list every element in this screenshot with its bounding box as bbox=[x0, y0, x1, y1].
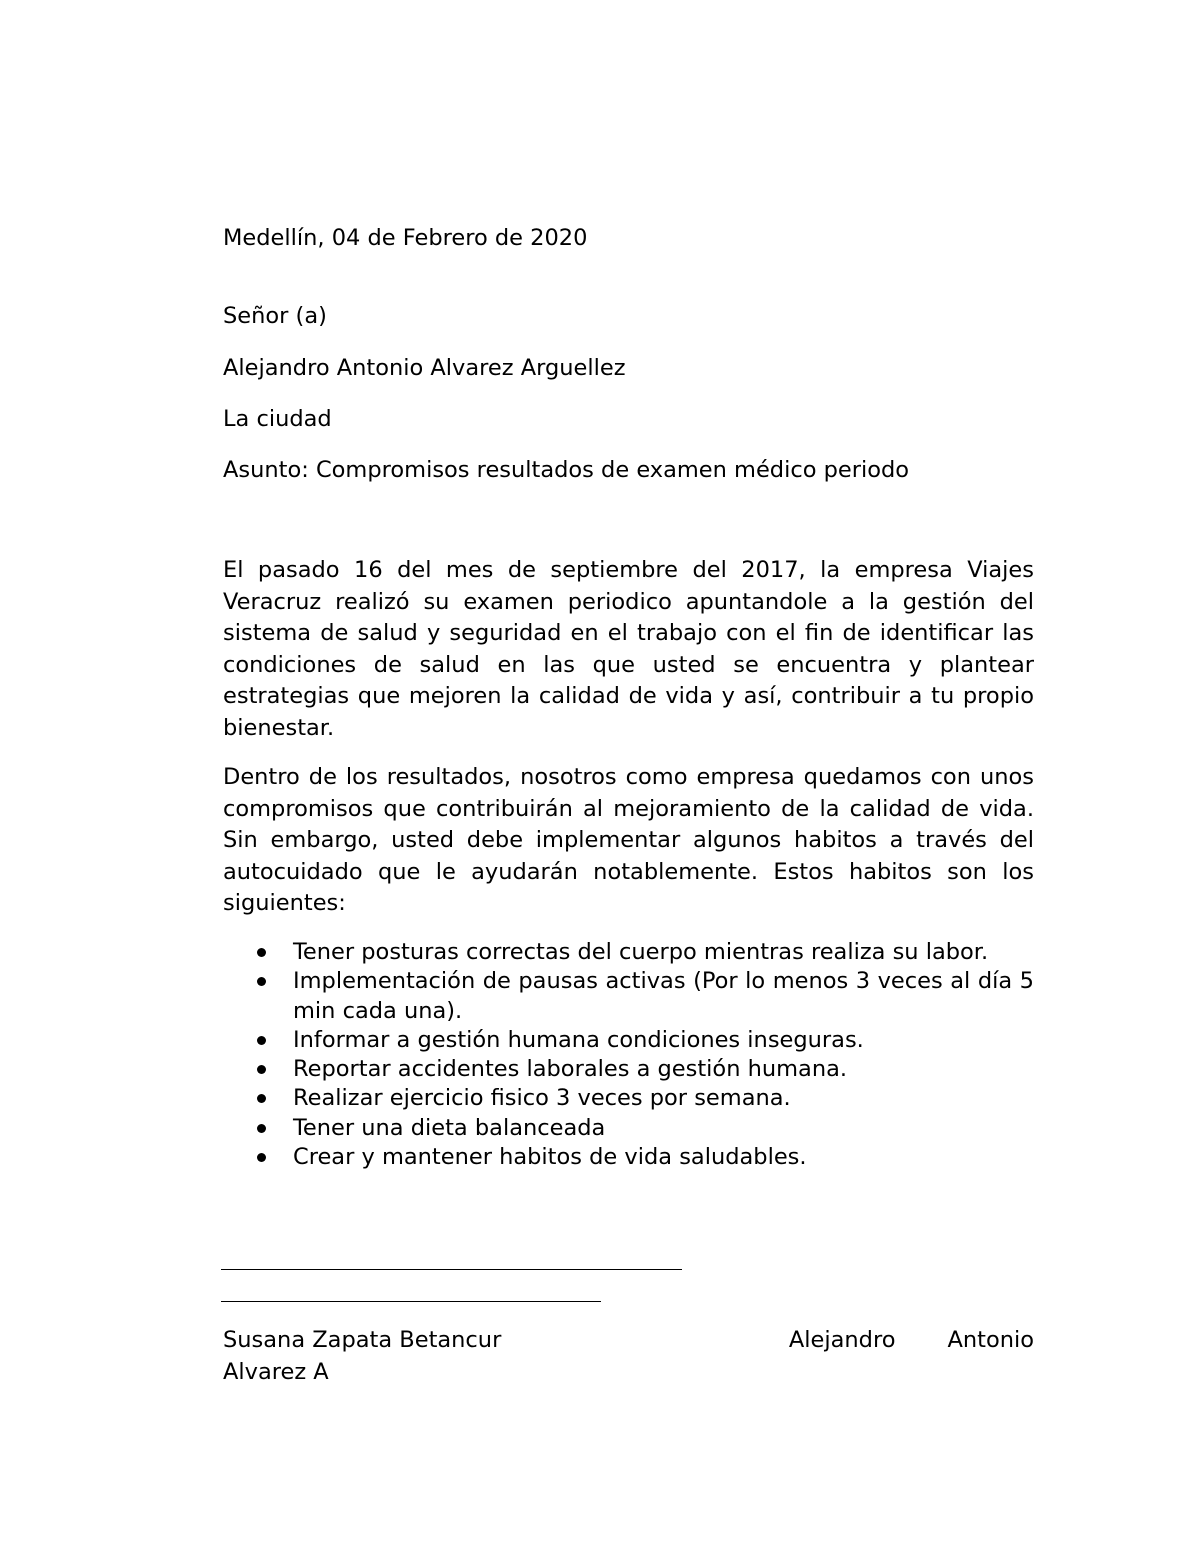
subject-line: Asunto: Compromisos resultados de examen médico periodo bbox=[223, 457, 910, 483]
recipient-name: Alejandro Antonio Alvarez Arguellez bbox=[223, 355, 626, 381]
signer-right-second: Antonio bbox=[947, 1327, 1034, 1353]
list-item bbox=[223, 967, 1034, 1026]
habits-list bbox=[223, 938, 1034, 1172]
paragraph-text: El pasado 16 del mes de septiembre del 2017, la empresa Viajes Veracruz realizó su examen periodico apuntandole a la gestión del sistema de salud y seguridad en el trabajo con el fin de identificar las condiciones de salud en las que usted se encuentra y plantear estrategias que mejoren la calidad de vida y así, contribuir a tu propio bienestar. bbox=[223, 557, 1034, 741]
bullet-icon bbox=[257, 948, 266, 957]
list-item bbox=[223, 1143, 1034, 1172]
list-item-text: Crear y mantener habitos de vida saludables. bbox=[293, 1144, 807, 1171]
list-item bbox=[223, 1084, 1034, 1113]
list-item bbox=[223, 1055, 1034, 1084]
salutation: Señor (a) bbox=[223, 303, 327, 329]
list-item-text: Reportar accidentes laborales a gestión humana. bbox=[293, 1056, 848, 1083]
bullet-icon bbox=[257, 1036, 266, 1045]
list-item-text: Tener posturas correctas del cuerpo mientras realiza su labor. bbox=[293, 939, 989, 965]
signer-right-name bbox=[789, 1325, 1034, 1357]
bullet-icon bbox=[257, 1094, 266, 1103]
list-item bbox=[223, 1114, 1034, 1143]
list-item-text: Informar a gestión humana condiciones inseguras. bbox=[293, 1026, 864, 1053]
list-item-text: Implementación de pausas activas (Por lo menos 3 veces al día 5 min cada una). bbox=[293, 968, 1034, 1024]
signature-block bbox=[223, 1325, 1034, 1388]
signature-names-row bbox=[223, 1325, 1034, 1357]
list-item bbox=[223, 938, 1034, 967]
body-paragraph-2 bbox=[223, 762, 1034, 920]
bullet-icon bbox=[257, 977, 266, 986]
recipient-city: La ciudad bbox=[223, 406, 332, 432]
date-line: Medellín, 04 de Febrero de 2020 bbox=[223, 225, 588, 251]
body-paragraph-1 bbox=[223, 555, 1034, 744]
list-item bbox=[223, 1026, 1034, 1055]
bullet-icon bbox=[257, 1124, 266, 1133]
bullet-icon bbox=[257, 1065, 266, 1074]
paragraph-text: Dentro de los resultados, nosotros como empresa quedamos con unos compromisos que contribuirán al mejoramiento de la calidad de vida. Sin embargo, usted debe implementar algunos habitos a través del autocuidado que le ayudarán notablemente. Estos habitos son los siguientes: bbox=[223, 764, 1034, 916]
list-item-text: Tener una dieta balanceada bbox=[293, 1114, 606, 1141]
list-item-text: Realizar ejercicio fisico 3 veces por semana. bbox=[293, 1085, 791, 1112]
signer-right-last: Alvarez A bbox=[223, 1358, 329, 1385]
signature-line-right bbox=[221, 1301, 601, 1302]
signer-right-first: Alejandro bbox=[788, 1327, 896, 1353]
bullet-icon bbox=[257, 1153, 266, 1162]
signature-line-left bbox=[221, 1269, 682, 1270]
signer-left-name: Susana Zapata Betancur bbox=[223, 1327, 502, 1353]
